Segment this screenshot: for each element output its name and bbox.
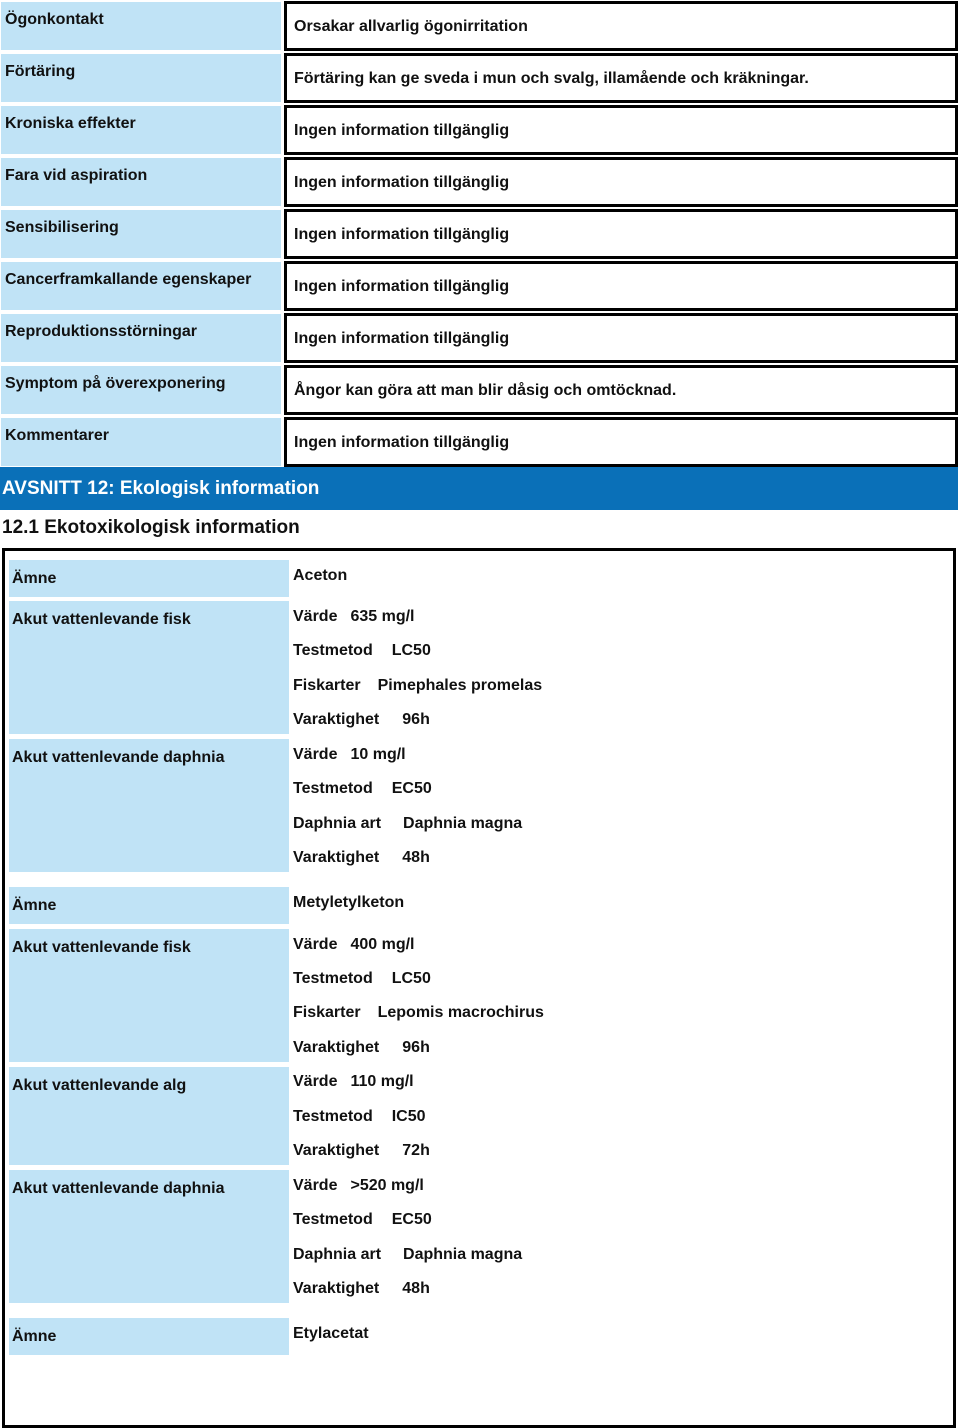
tox-value: Ingen information tillgänglig bbox=[284, 105, 958, 155]
field-key: Värde bbox=[293, 1177, 338, 1194]
tox-label: Ögonkontakt bbox=[1, 2, 281, 50]
field-row bbox=[293, 936, 415, 958]
field-row bbox=[293, 1108, 426, 1130]
tox-label: Kommentarer bbox=[1, 418, 281, 466]
tox-value: Ångor kan göra att man blir dåsig och omtöcknad. bbox=[284, 365, 958, 415]
tox-label: Förtäring bbox=[1, 54, 281, 102]
field-key: Värde bbox=[293, 1073, 338, 1090]
substance-name: Aceton bbox=[293, 567, 348, 584]
field-row bbox=[293, 608, 415, 630]
field-key: Värde bbox=[293, 608, 338, 625]
section-header: AVSNITT 12: Ekologisk information bbox=[0, 467, 958, 510]
field-value: Daphnia magna bbox=[403, 815, 523, 832]
tox-row bbox=[0, 52, 960, 104]
field-value: 48h bbox=[402, 1280, 430, 1297]
tox-row bbox=[0, 260, 960, 312]
tox-label: Kroniska effekter bbox=[1, 106, 281, 154]
test-label: Akut vattenlevande daphnia bbox=[9, 739, 289, 872]
tox-value: Ingen information tillgänglig bbox=[284, 417, 958, 467]
field-value: Daphnia magna bbox=[403, 1246, 523, 1263]
tox-row bbox=[0, 0, 960, 52]
tox-value: Ingen information tillgänglig bbox=[284, 157, 958, 207]
substance-name: Metyletylketon bbox=[293, 894, 405, 911]
test-label: Akut vattenlevande daphnia bbox=[9, 1170, 289, 1303]
field-value: 72h bbox=[402, 1142, 430, 1159]
field-key: Testmetod bbox=[293, 1108, 373, 1125]
substance-label: Ämne bbox=[9, 1318, 289, 1355]
field-key: Daphnia art bbox=[293, 1246, 382, 1263]
field-key: Daphnia art bbox=[293, 815, 382, 832]
field-value: IC50 bbox=[391, 1108, 426, 1125]
tox-value: Ingen information tillgänglig bbox=[284, 209, 958, 259]
field-value: 635 mg/l bbox=[350, 608, 415, 625]
test-label: Akut vattenlevande fisk bbox=[9, 929, 289, 1062]
field-row bbox=[293, 970, 431, 992]
field-key: Värde bbox=[293, 746, 338, 763]
field-value: LC50 bbox=[391, 970, 431, 987]
field-value: EC50 bbox=[391, 1211, 432, 1228]
field-value: 96h bbox=[402, 1039, 430, 1056]
field-row bbox=[293, 677, 542, 699]
field-row bbox=[293, 1177, 424, 1199]
field-value: >520 mg/l bbox=[350, 1177, 424, 1194]
tox-value: Orsakar allvarlig ögonirritation bbox=[284, 1, 958, 51]
substance-label: Ämne bbox=[9, 560, 289, 597]
tox-value: Ingen information tillgänglig bbox=[284, 313, 958, 363]
field-row bbox=[293, 849, 430, 871]
field-row bbox=[293, 746, 406, 768]
field-row bbox=[293, 1073, 414, 1095]
field-value: 400 mg/l bbox=[350, 936, 415, 953]
field-row bbox=[293, 1246, 522, 1268]
test-label: Akut vattenlevande fisk bbox=[9, 601, 289, 734]
field-row bbox=[293, 1004, 544, 1026]
tox-row bbox=[0, 364, 960, 416]
field-key: Testmetod bbox=[293, 642, 373, 659]
field-key: Varaktighet bbox=[293, 711, 380, 728]
tox-label: Cancerframkallande egenskaper bbox=[1, 262, 281, 310]
test-label: Akut vattenlevande alg bbox=[9, 1067, 289, 1165]
substance-label: Ämne bbox=[9, 887, 289, 924]
field-row bbox=[293, 815, 522, 837]
tox-value: Förtäring kan ge sveda i mun och svalg, illamående och kräkningar. bbox=[284, 53, 958, 103]
field-value: 10 mg/l bbox=[350, 746, 406, 763]
field-value: Pimephales promelas bbox=[377, 677, 543, 694]
field-row bbox=[293, 1211, 432, 1233]
field-value: EC50 bbox=[391, 780, 432, 797]
field-value: 110 mg/l bbox=[350, 1073, 414, 1090]
field-row bbox=[293, 1039, 430, 1061]
tox-row bbox=[0, 312, 960, 364]
field-row bbox=[293, 1142, 430, 1164]
tox-row bbox=[0, 208, 960, 260]
field-row bbox=[293, 642, 431, 664]
field-row bbox=[293, 1280, 430, 1302]
field-value: LC50 bbox=[391, 642, 431, 659]
field-value: Lepomis macrochirus bbox=[377, 1004, 544, 1021]
field-key: Varaktighet bbox=[293, 1039, 380, 1056]
field-key: Värde bbox=[293, 936, 338, 953]
field-row bbox=[293, 780, 432, 802]
field-key: Varaktighet bbox=[293, 1142, 380, 1159]
field-key: Fiskarter bbox=[293, 1004, 361, 1021]
tox-label: Reproduktionsstörningar bbox=[1, 314, 281, 362]
field-key: Varaktighet bbox=[293, 1280, 380, 1297]
field-value: 96h bbox=[402, 711, 430, 728]
tox-row bbox=[0, 416, 960, 468]
field-row bbox=[293, 711, 430, 733]
field-key: Varaktighet bbox=[293, 849, 380, 866]
field-value: 48h bbox=[402, 849, 430, 866]
field-key: Testmetod bbox=[293, 970, 373, 987]
field-key: Fiskarter bbox=[293, 677, 361, 694]
tox-row bbox=[0, 104, 960, 156]
tox-row bbox=[0, 156, 960, 208]
tox-label: Fara vid aspiration bbox=[1, 158, 281, 206]
field-key: Testmetod bbox=[293, 780, 373, 797]
field-key: Testmetod bbox=[293, 1211, 373, 1228]
tox-label: Symptom på överexponering bbox=[1, 366, 281, 414]
tox-value: Ingen information tillgänglig bbox=[284, 261, 958, 311]
substance-name: Etylacetat bbox=[293, 1325, 369, 1342]
tox-label: Sensibilisering bbox=[1, 210, 281, 258]
subsection-title: 12.1 Ekotoxikologisk information bbox=[2, 517, 300, 538]
